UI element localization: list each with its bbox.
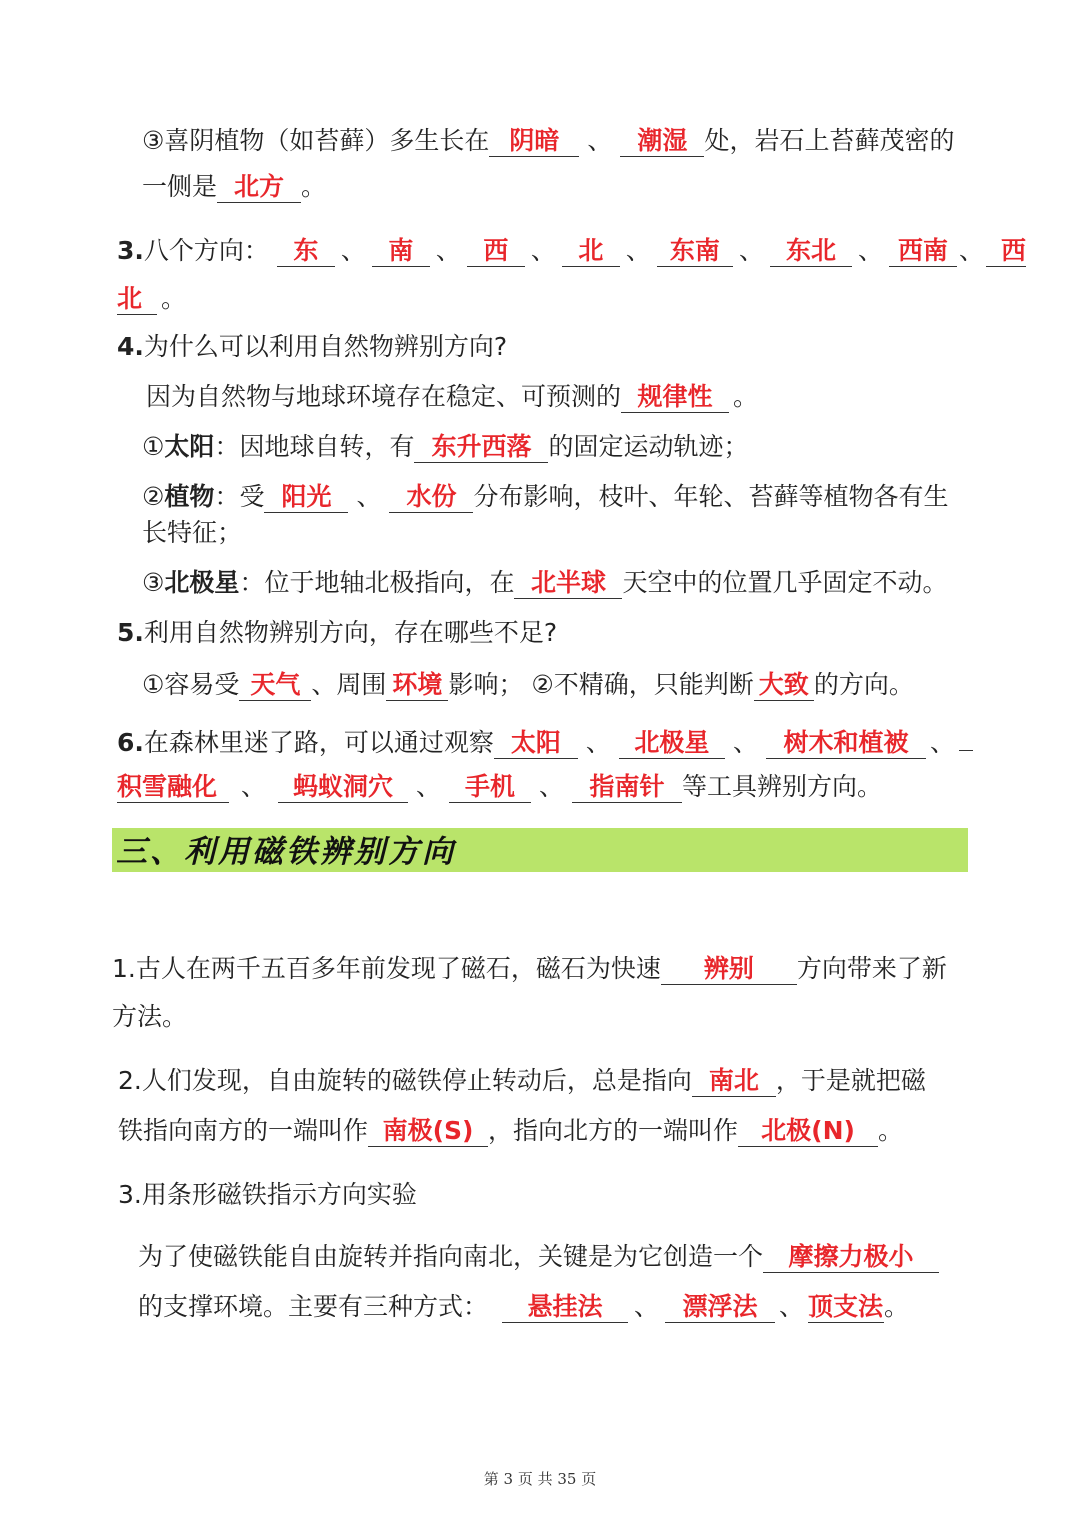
- answer-text: 西: [1000, 236, 1026, 265]
- question-end: 。: [161, 284, 187, 313]
- answer-blank: [277, 236, 335, 267]
- s3-q3-text-a: 为了使磁铁能自由旋转并指向南北，关键是为它创造一个: [138, 1242, 764, 1271]
- answer-text: 天气: [250, 670, 301, 699]
- q6-line1: [117, 726, 973, 760]
- separator: 、: [738, 236, 764, 265]
- answer-blank: [494, 728, 578, 759]
- answer-text: 潮湿: [637, 126, 688, 155]
- answer-blank: [489, 126, 579, 157]
- answer-blank: [562, 236, 620, 267]
- separator: 、: [634, 1292, 660, 1321]
- q4-star-line: [142, 566, 947, 600]
- question-text: 在森林里迷了路，可以通过观察: [143, 728, 494, 757]
- q4-sun-a: ：因地球自转，有: [214, 432, 415, 461]
- answer-text: 西: [483, 236, 509, 265]
- q2c-line1: [142, 124, 954, 158]
- answer-blank: [368, 1116, 488, 1147]
- question-text: 八个方向：: [143, 236, 269, 265]
- answer-text: 南极(S): [382, 1116, 474, 1145]
- answer-blank: [467, 236, 525, 267]
- separator: 、: [416, 772, 442, 801]
- answer-blank: [766, 728, 926, 759]
- answer-blank: [414, 432, 548, 463]
- s3-q1-line2: [112, 1000, 187, 1034]
- q4-title: [117, 330, 507, 364]
- s3-q2-text-a: 2.人们发现，自由旋转的磁铁停止转动后，总是指向: [118, 1066, 692, 1095]
- answer-text: 摩擦力极小: [788, 1242, 914, 1271]
- s3-q3-line2: [138, 1290, 909, 1324]
- q5-title: [117, 616, 557, 650]
- q4-plant-line2: [142, 516, 242, 550]
- q2c-line2: [142, 170, 326, 204]
- q5-line: [142, 668, 914, 702]
- answer-blank: [117, 284, 157, 315]
- answer-text: 太阳: [510, 728, 561, 757]
- q4-plant-a: ：受: [214, 482, 265, 511]
- answer-text: 北极(N): [761, 1116, 855, 1145]
- q5-text-c: 影响； ②不精确，只能判断: [448, 670, 754, 699]
- q4-star-b: 天空中的位置几乎固定不动。: [622, 568, 948, 597]
- page-footer: 第 3 页 共 35 页: [483, 1470, 597, 1488]
- answer-blank: [514, 568, 622, 599]
- list-marker: ③: [142, 568, 165, 597]
- answer-text: 东北: [785, 236, 836, 265]
- separator: 、: [435, 236, 461, 265]
- answer-text: 树木和植被: [783, 728, 909, 757]
- answer-blank: [278, 772, 408, 803]
- answer-blank: [763, 1242, 939, 1273]
- q5-text-d: 的方向。: [813, 670, 914, 699]
- answer-text: 北半球: [530, 568, 606, 597]
- separator: 、: [857, 236, 883, 265]
- answer-blank: [959, 750, 973, 751]
- s3-q1-text-b: 方向带来了新: [796, 954, 947, 983]
- keyword: 植物: [164, 482, 215, 511]
- answer-blank: [692, 1066, 776, 1097]
- answer-blank: [389, 482, 473, 513]
- keyword: 北极星: [164, 568, 240, 597]
- answer-text: 西南: [897, 236, 948, 265]
- s3-q1-text-a: 1.古人在两千五百多年前发现了磁石，磁石为快速: [112, 954, 661, 983]
- separator: 、: [539, 772, 565, 801]
- answer-blank: [117, 772, 229, 803]
- separator: 、: [587, 126, 613, 155]
- q4-plant-line: [142, 480, 948, 514]
- answer-text: 阳光: [281, 482, 332, 511]
- q4-star-a: ：位于地轴北极指向，在: [239, 568, 515, 597]
- answer-blank: [657, 236, 733, 267]
- q3-line1: [117, 234, 1026, 268]
- answer-blank: [620, 126, 704, 157]
- q4-text-a: 因为自然物与地球环境存在稳定、可预测的: [146, 382, 622, 411]
- q6-line2: [117, 770, 882, 804]
- answer-text: 手机: [465, 772, 516, 801]
- answer-blank: [264, 482, 348, 513]
- separator: 、: [340, 236, 366, 265]
- q6-end: 等工具辨别方向。: [682, 772, 883, 801]
- answer-text: 漂浮法: [682, 1292, 758, 1321]
- q4-line1: [146, 380, 758, 414]
- answer-blank: [665, 1292, 775, 1323]
- question-number: 4.: [117, 332, 144, 361]
- answer-blank: [217, 172, 301, 203]
- answer-text: 阴暗: [509, 126, 560, 155]
- answer-blank: [808, 1292, 884, 1323]
- q4-text-b: 。: [733, 382, 759, 411]
- answer-blank: [386, 670, 448, 701]
- s3-q3-title: [118, 1178, 417, 1212]
- list-marker: ①: [142, 432, 165, 461]
- s3-q3-end: 。: [884, 1292, 910, 1321]
- answer-text: 大致: [758, 670, 809, 699]
- q5-text-a: ①容易受: [142, 670, 240, 699]
- answer-text: 东升西落: [431, 432, 532, 461]
- s3-q2-line2: [118, 1114, 903, 1148]
- q4-sun-b: 的固定运动轨迹；: [548, 432, 749, 461]
- answer-text: 指南针: [589, 772, 665, 801]
- answer-blank: [449, 772, 531, 803]
- separator: 、: [958, 236, 984, 265]
- s3-q1-line1: [112, 952, 947, 986]
- answer-text: 环境: [392, 670, 443, 699]
- answer-text: 北: [578, 236, 604, 265]
- answer-blank: [239, 670, 311, 701]
- answer-text: 规律性: [637, 382, 713, 411]
- answer-text: 北: [117, 284, 143, 313]
- answer-blank: [770, 236, 852, 267]
- separator: 、: [625, 236, 651, 265]
- q2c-text-b: 处，岩石上苔藓茂密的: [704, 126, 955, 155]
- separator: 、: [530, 236, 556, 265]
- s3-q2-text-b: ，于是就把磁: [775, 1066, 926, 1095]
- s3-q2-text-c: 铁指向南方的一端叫作: [118, 1116, 369, 1145]
- separator: 、: [241, 772, 267, 801]
- question-text: 为什么可以利用自然物辨别方向?: [143, 332, 508, 361]
- list-marker: ②: [142, 482, 165, 511]
- s3-q2-line1: [118, 1064, 926, 1098]
- answer-blank: [661, 954, 797, 985]
- answer-text: 北方: [234, 172, 285, 201]
- answer-blank: [502, 1292, 628, 1323]
- s3-q2-text-d: ，指向北方的一端叫作: [488, 1116, 739, 1145]
- s3-q1-text-c: 方法。: [112, 1002, 188, 1031]
- section-title: 三、利用磁铁辨别方向: [116, 834, 456, 870]
- separator: 、: [929, 728, 955, 757]
- answer-text: 北极星: [634, 728, 710, 757]
- answer-blank: [572, 772, 682, 803]
- answer-blank: [754, 670, 814, 701]
- answer-text: 东南: [669, 236, 720, 265]
- answer-blank: [619, 728, 725, 759]
- s3-q3-text-b: 的支撑环境。主要有三种方式：: [138, 1292, 489, 1321]
- q2c-text-a: ③喜阴植物（如苔藓）多生长在: [142, 126, 490, 155]
- answer-text: 辨别: [703, 954, 754, 983]
- answer-blank: [738, 1116, 878, 1147]
- answer-blank: [621, 382, 729, 413]
- s3-q2-text-e: 。: [878, 1116, 904, 1145]
- q5-text-b: 、周围: [311, 670, 387, 699]
- question-text: 利用自然物辨别方向，存在哪些不足?: [143, 618, 558, 647]
- q4-sun-line: [142, 430, 748, 464]
- separator: 、: [585, 728, 611, 757]
- question-number: 3.: [117, 236, 144, 265]
- answer-text: 积雪融化: [117, 772, 218, 801]
- answer-blank: [372, 236, 430, 267]
- answer-text: 东: [293, 236, 319, 265]
- q4-plant-c: 长特征；: [142, 518, 243, 547]
- answer-text: 顶支法: [808, 1292, 884, 1321]
- answer-blank: [986, 236, 1026, 267]
- answer-text: 蚂蚁洞穴: [293, 772, 394, 801]
- q3-line2: [117, 282, 186, 316]
- answer-text: 悬挂法: [527, 1292, 603, 1321]
- q2c-text-c: 一侧是: [142, 172, 218, 201]
- separator: 、: [356, 482, 382, 511]
- s3-q3-title-text: 3.用条形磁铁指示方向实验: [118, 1180, 417, 1209]
- answer-text: 南: [388, 236, 414, 265]
- separator: 、: [732, 728, 758, 757]
- question-number: 6.: [117, 728, 144, 757]
- separator: 、: [779, 1292, 805, 1321]
- q2c-text-d: 。: [301, 172, 327, 201]
- answer-text: 水份: [406, 482, 457, 511]
- answer-text: 南北: [708, 1066, 759, 1095]
- answer-blank: [889, 236, 957, 267]
- s3-q3-line1: [138, 1240, 939, 1274]
- keyword: 太阳: [164, 432, 215, 461]
- question-number: 5.: [117, 618, 144, 647]
- q4-plant-b: 分布影响，枝叶、年轮、苔藓等植物各有生: [473, 482, 949, 511]
